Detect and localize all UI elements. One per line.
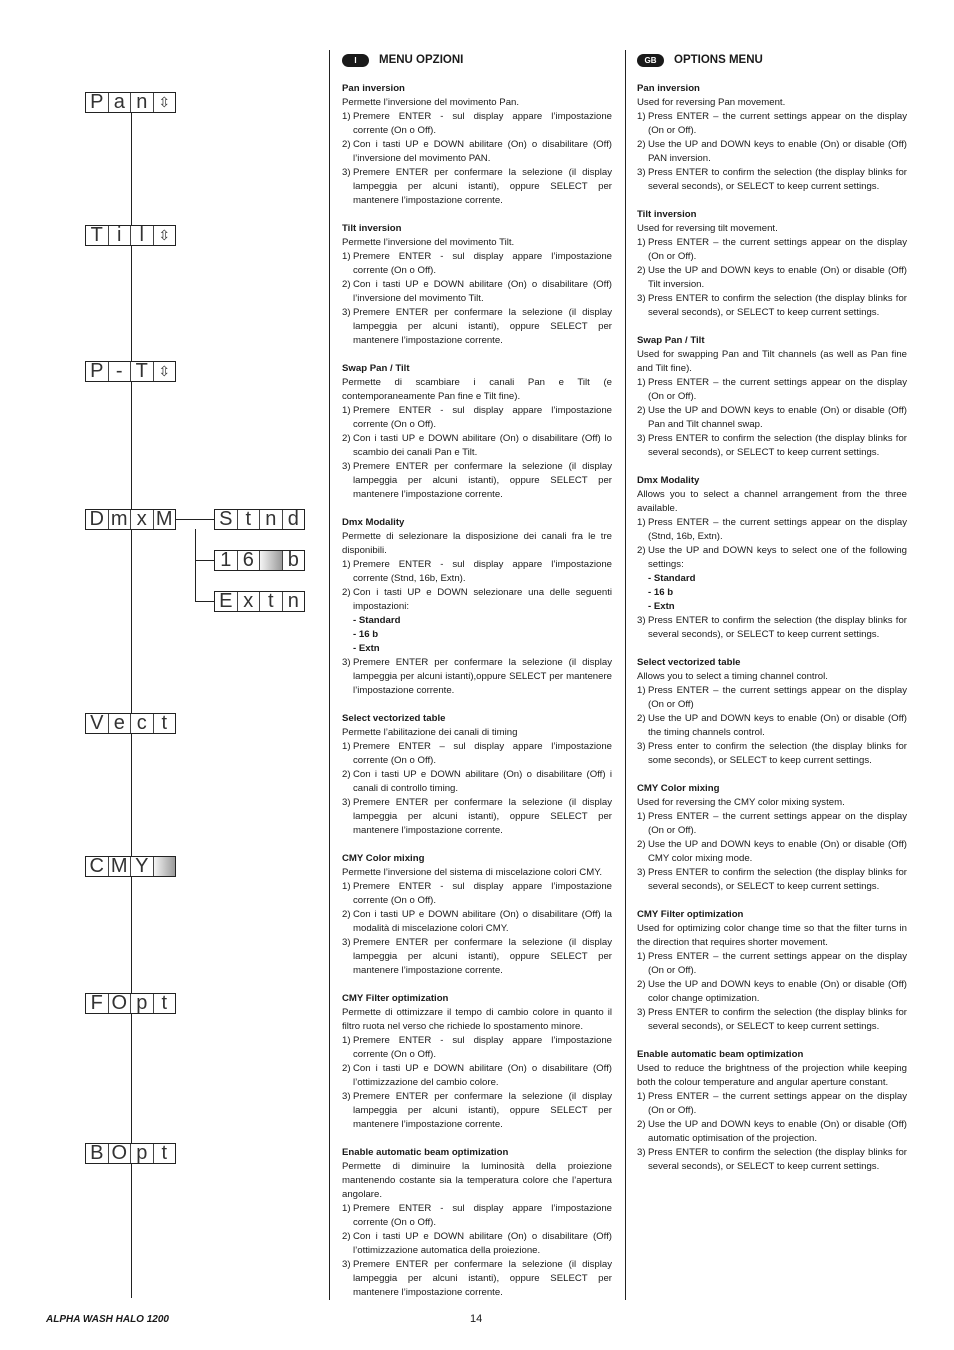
option-item: - Standard (353, 615, 401, 626)
display-char: Y (131, 857, 154, 876)
step-item (342, 1062, 612, 1090)
step-number: 1) (342, 741, 351, 752)
menu-section (637, 656, 907, 768)
step-text: Press ENTER to confirm the selection (the display blinks for several seconds), or SELECT to keep current settings. (648, 1007, 907, 1032)
step-text: Premere ENTER per confermare la selezione (il display lampeggia per alcuni istanti), oppure SELECT per mantenere l’impostazione corrente. (353, 1091, 612, 1130)
step-number: 3) (342, 461, 351, 472)
step-number: 3) (342, 937, 351, 948)
step-item (637, 138, 907, 166)
step-text: Use the UP and DOWN keys to enable (On) or disable (Off) CMY color mixing mode. (648, 839, 907, 864)
menu-section (637, 1048, 907, 1174)
step-text: Premere ENTER - sul display appare l’impostazione corrente (On o Off). (353, 1035, 612, 1060)
step-number: 3) (637, 293, 646, 304)
display-char: i (109, 226, 132, 245)
step-item (637, 236, 907, 264)
display-char: V (86, 714, 109, 733)
option-item: - 16 b (648, 587, 674, 598)
step-item (342, 278, 612, 306)
display-char: t (161, 992, 168, 1014)
step-text: Press enter to confirm the selection (the display blinks for some seconds), or SELECT to keep current settings. (648, 741, 907, 766)
dmx-connector (176, 519, 214, 520)
section-title: Select vectorized table (342, 713, 446, 724)
step-item (342, 880, 612, 908)
step-item (342, 586, 612, 614)
step-item (342, 740, 612, 768)
display-char (154, 857, 176, 876)
step-item (342, 404, 612, 432)
step-item (342, 1090, 612, 1132)
step-number: 1) (637, 111, 646, 122)
step-text: Premere ENTER per confermare la selezione (il display lampeggia per alcuni istanti), oppure SELECT per mantenere l’impostazione corrente. (353, 167, 612, 206)
display-char: c (131, 714, 154, 733)
step-number: 1) (342, 1203, 351, 1214)
step-number: 1) (637, 377, 646, 388)
step-text: Press ENTER to confirm the selection (the display blinks for several seconds), or SELECT to keep current settings. (648, 293, 907, 318)
menu-section (342, 222, 612, 348)
step-item (342, 796, 612, 838)
section-title: Swap Pan / Tilt (637, 335, 705, 346)
product-name: ALPHA WASH HALO 1200 (46, 1314, 169, 1325)
step-item (637, 110, 907, 138)
display-char (260, 551, 283, 570)
display-char: n (260, 510, 283, 529)
step-number: 1) (637, 1091, 646, 1102)
diagram-trunk-line (131, 113, 132, 1298)
english-column (637, 52, 907, 1188)
extn-connector (195, 601, 214, 602)
display-char: T (86, 226, 109, 245)
display-vect (85, 713, 176, 734)
section-title: CMY Filter optimization (637, 909, 744, 920)
section-intro: Permette l’inversione del sistema di miscelazione colori CMY. (342, 867, 603, 878)
step-text: Press ENTER – the current settings appear on the display (On or Off). (648, 377, 907, 402)
section-intro: Used for reversing the CMY color mixing system. (637, 797, 845, 808)
section-intro: Used to reduce the brightness of the projection while keeping both the colour temperature and angular aperture constant. (637, 1063, 907, 1088)
step-number: 2) (342, 1231, 351, 1242)
display-bopt (85, 1143, 176, 1164)
display-char: - (109, 362, 132, 381)
section-intro: Allows you to select a channel arrangement from the three available. (637, 489, 907, 514)
step-number: 1) (637, 951, 646, 962)
step-number: 1) (637, 811, 646, 822)
step-text: Press ENTER to confirm the selection (the display blinks for several seconds), or SELECT to keep current settings. (648, 167, 907, 192)
english-header (637, 52, 907, 68)
step-text: Premere ENTER per confermare la selezione (il display lampeggia per alcuni istanti), oppure SELECT per mantenere l’impostazione corrente. (353, 307, 612, 346)
step-text: Premere ENTER - sul display appare l’impostazione corrente (On o Off). (353, 251, 612, 276)
step-item (342, 656, 612, 698)
step-item (637, 1118, 907, 1146)
step-item (637, 810, 907, 838)
step-item (637, 684, 907, 712)
step-item (637, 292, 907, 320)
section-intro: Used for swapping Pan and Tilt channels (as well as Pan fine and Tilt fine). (637, 349, 907, 374)
step-text: Press ENTER – the current settings appear on the display (On or Off). (648, 111, 907, 136)
menu-section (637, 208, 907, 320)
step-text: Press ENTER – the current settings appear on the display (On or Off). (648, 951, 907, 976)
step-item (637, 166, 907, 194)
step-number: 3) (342, 307, 351, 318)
display-char: 1 (215, 551, 238, 570)
display-char: M (109, 857, 132, 876)
step-number: 2) (637, 545, 646, 556)
option-item: - Standard (648, 573, 696, 584)
step-text: Use the UP and DOWN keys to select one of the following settings: (648, 545, 907, 570)
menu-section (637, 474, 907, 642)
option-item: - Extn (648, 601, 675, 612)
step-text: Press ENTER to confirm the selection (the display blinks for several seconds), or SELECT to keep current settings. (648, 867, 907, 892)
display-char: M (155, 508, 173, 530)
display-pan (85, 92, 176, 113)
step-number: 3) (342, 167, 351, 178)
step-number: 2) (342, 139, 351, 150)
display-char: E (215, 592, 238, 611)
step-number: 2) (637, 265, 646, 276)
section-title: Pan inversion (637, 83, 700, 94)
display-char: D (86, 510, 109, 529)
display-char: S (215, 510, 238, 529)
step-number: 1) (342, 559, 351, 570)
display-char: O (109, 1144, 132, 1163)
16b-connector (195, 560, 214, 561)
step-number: 3) (342, 657, 351, 668)
step-number: 2) (637, 979, 646, 990)
step-number: 1) (342, 251, 351, 262)
display-char: T (131, 362, 154, 381)
section-intro: Permette l’inversione del movimento Tilt. (342, 237, 515, 248)
menu-section (342, 992, 612, 1132)
section-title: Enable automatic beam optimization (342, 1147, 509, 1158)
step-item (637, 432, 907, 460)
menu-section (342, 82, 612, 208)
display-char: 6 (238, 551, 261, 570)
step-text: Premere ENTER - sul display appare l’impostazione corrente (Stnd, 16b, Extn). (353, 559, 612, 584)
step-item (637, 950, 907, 978)
section-intro: Permette di diminuire la luminosità della proiezione mantenendo costante sia la temperatura colore che l’apertura angolare. (342, 1161, 612, 1200)
display-dmx (85, 509, 176, 530)
italian-sections (342, 82, 612, 1300)
display-pan-tilt (85, 361, 176, 382)
option-item: - 16 b (353, 629, 379, 640)
section-title: Dmx Modality (637, 475, 700, 486)
section-intro: Permette di scambiare i canali Pan e Tilt (e contemporaneamente Pan fine e Tilt fine). (342, 377, 612, 402)
step-text: Premere ENTER - sul display appare l’impostazione corrente (On o Off). (353, 405, 612, 430)
step-text: Con i tasti UP e DOWN abilitare (On) o disabilitare (Off) i canali di controllo timing. (353, 769, 612, 794)
step-item (637, 1006, 907, 1034)
display-stnd (214, 509, 305, 530)
display-char: m (109, 510, 132, 529)
step-number: 2) (637, 713, 646, 724)
step-number: 2) (342, 1063, 351, 1074)
step-number: 3) (637, 1147, 646, 1158)
step-text: Use the UP and DOWN keys to enable (On) or disable (Off) automatic optimisation of the projection. (648, 1119, 907, 1144)
step-text: Press ENTER – the current settings appear on the display (On or Off) (648, 685, 907, 710)
section-intro: Permette di selezionare la disposizione dei canali fra le tre disponibili. (342, 531, 612, 556)
step-item (637, 376, 907, 404)
step-item (342, 306, 612, 348)
display-char: x (131, 510, 154, 529)
section-title: CMY Color mixing (342, 853, 425, 864)
step-item (637, 978, 907, 1006)
step-item (342, 1202, 612, 1230)
section-intro: Permette di ottimizzare il tempo di cambio colore in quanto il filtro ruota nel verso che richiede lo spostamento minore. (342, 1007, 612, 1032)
step-text: Use the UP and DOWN keys to enable (On) or disable (Off) Tilt inversion. (648, 265, 907, 290)
step-number: 1) (342, 881, 351, 892)
section-title: Dmx Modality (342, 517, 405, 528)
section-title: Tilt inversion (637, 209, 697, 220)
step-number: 3) (342, 1091, 351, 1102)
step-text: Press ENTER to confirm the selection (the display blinks for several seconds), or SELECT to keep current settings. (648, 1147, 907, 1172)
step-item (342, 1258, 612, 1300)
english-sections (637, 82, 907, 1174)
step-text: Premere ENTER per confermare la selezione (il display lampeggia per alcuni istanti), oppure SELECT per mantenere l’impostazione corrente. (353, 937, 612, 976)
step-text: Premere ENTER per confermare la selezione (il display lampeggia per alcuni istanti),oppure SELECT per mantenere l’impostazione corrente. (353, 657, 612, 696)
step-text: Use the UP and DOWN keys to enable (On) or disable (Off) PAN inversion. (648, 139, 907, 164)
step-text: Use the UP and DOWN keys to enable (On) or disable (Off) Pan and Tilt channel swap. (648, 405, 907, 430)
display-char: t (161, 1142, 168, 1164)
step-text: Premere ENTER per confermare la selezione (il display lampeggia per alcuni istanti), oppure SELECT per mantenere l’impostazione corrente. (353, 1259, 612, 1298)
step-number: 3) (637, 741, 646, 752)
step-number: 2) (637, 1119, 646, 1130)
step-number: 1) (637, 685, 646, 696)
display-char: t (238, 510, 261, 529)
dmx-branch-line (195, 529, 196, 601)
column-divider-right (625, 50, 626, 1300)
step-text: Con i tasti UP e DOWN abilitare (On) o disabilitare (Off) l’inversione del movimento Tilt. (353, 279, 612, 304)
up-down-icon: ⇳ (158, 227, 171, 243)
section-title: CMY Filter optimization (342, 993, 449, 1004)
display-char: P (86, 362, 109, 381)
step-number: 3) (342, 797, 351, 808)
section-intro: Allows you to select a timing channel control. (637, 671, 828, 682)
step-item (637, 1090, 907, 1118)
menu-section (637, 82, 907, 194)
section-title: CMY Color mixing (637, 783, 720, 794)
step-number: 2) (342, 909, 351, 920)
italian-column (342, 52, 612, 1314)
step-number: 2) (342, 433, 351, 444)
step-item (637, 544, 907, 572)
section-heading: OPTIONS MENU (674, 54, 763, 66)
display-char: l (131, 226, 154, 245)
step-item (637, 866, 907, 894)
section-intro: Permette l’inversione del movimento Pan. (342, 97, 520, 108)
display-char: O (109, 994, 132, 1013)
step-item (637, 516, 907, 544)
step-text: Press ENTER – the current settings appear on the display (On or Off). (648, 1091, 907, 1116)
display-16b (214, 550, 305, 571)
step-item (637, 838, 907, 866)
step-item (342, 558, 612, 586)
step-item (342, 250, 612, 278)
step-item (637, 404, 907, 432)
step-text: Press ENTER to confirm the selection (the display blinks for several seconds), or SELECT to keep current settings. (648, 433, 907, 458)
step-item (342, 1034, 612, 1062)
step-text: Premere ENTER per confermare la selezione (il display lampeggia per alcuni istanti), oppure SELECT per mantenere l’impostazione corrente. (353, 461, 612, 500)
section-heading: MENU OPZIONI (379, 54, 464, 66)
display-char: p (131, 994, 154, 1013)
display-char: P (86, 93, 109, 112)
step-number: 3) (637, 867, 646, 878)
section-title: Pan inversion (342, 83, 405, 94)
display-tilt (85, 225, 176, 246)
step-item (342, 460, 612, 502)
step-text: Use the UP and DOWN keys to enable (On) or disable (Off) the timing channels control. (648, 713, 907, 738)
display-char: b (287, 549, 299, 571)
step-number: 2) (342, 769, 351, 780)
section-intro: Used for reversing tilt movement. (637, 223, 778, 234)
step-text: Con i tasti UP e DOWN abilitare (On) o disabilitare (Off) lo scambio dei canali Pan e Tilt. (353, 433, 612, 458)
step-number: 2) (637, 405, 646, 416)
step-number: 3) (342, 1259, 351, 1270)
display-char: x (238, 592, 261, 611)
step-item (637, 712, 907, 740)
display-char: e (109, 714, 132, 733)
step-number: 2) (637, 139, 646, 150)
step-number: 3) (637, 167, 646, 178)
step-text: Con i tasti UP e DOWN abilitare (On) o disabilitare (Off) l’inversione del movimento PAN. (353, 139, 612, 164)
display-fopt (85, 993, 176, 1014)
step-number: 1) (342, 405, 351, 416)
step-item (342, 908, 612, 936)
step-number: 2) (637, 839, 646, 850)
language-badge: I (342, 54, 369, 67)
display-char: t (161, 712, 168, 734)
step-text: Con i tasti UP e DOWN abilitare (On) o disabilitare (Off) l’ottimizzazione del cambio colore. (353, 1063, 612, 1088)
step-number: 2) (342, 587, 351, 598)
menu-section (342, 362, 612, 502)
step-item (637, 740, 907, 768)
display-char: C (86, 857, 109, 876)
step-number: 1) (342, 1035, 351, 1046)
step-item (342, 110, 612, 138)
step-text: Press ENTER – the current settings appear on the display (Stnd, 16b, Extn). (648, 517, 907, 542)
step-item (342, 936, 612, 978)
section-title: Select vectorized table (637, 657, 741, 668)
step-text: Premere ENTER - sul display appare l’impostazione corrente (On o Off). (353, 1203, 612, 1228)
step-number: 3) (637, 1007, 646, 1018)
step-text: Premere ENTER per confermare la selezione (il display lampeggia per alcuni istanti), oppure SELECT per mantenere l’impostazione corrente. (353, 797, 612, 836)
section-title: Enable automatic beam optimization (637, 1049, 804, 1060)
step-number: 2) (342, 279, 351, 290)
italian-header (342, 52, 612, 68)
step-text: Premere ENTER – sul display appare l’impostazione corrente (On o Off). (353, 741, 612, 766)
menu-section (637, 908, 907, 1034)
step-text: Press ENTER – the current settings appear on the display (On or Off). (648, 811, 907, 836)
column-divider-left (329, 50, 330, 1300)
display-char: t (260, 592, 283, 611)
up-down-icon: ⇳ (158, 363, 171, 379)
menu-section (342, 852, 612, 978)
menu-section (637, 334, 907, 460)
display-char: a (109, 93, 132, 112)
step-text: Press ENTER to confirm the selection (the display blinks for several seconds), or SELECT to keep current settings. (648, 615, 907, 640)
section-intro: Permette l’abilitazione dei canali di timing (342, 727, 518, 738)
step-item (342, 432, 612, 460)
step-text: Con i tasti UP e DOWN abilitare (On) o disabilitare (Off) l’ottimizzazione automatica della proiezione. (353, 1231, 612, 1256)
section-title: Swap Pan / Tilt (342, 363, 410, 374)
step-item (637, 1146, 907, 1174)
step-number: 3) (637, 433, 646, 444)
display-char: d (287, 508, 299, 530)
step-text: Con i tasti UP e DOWN abilitare (On) o disabilitare (Off) la modalità di miscelazione colori CMY. (353, 909, 612, 934)
step-text: Press ENTER – the current settings appear on the display (On or Off). (648, 237, 907, 262)
step-item (342, 166, 612, 208)
step-text: Premere ENTER - sul display appare l’impostazione corrente (On o Off). (353, 111, 612, 136)
step-item (342, 768, 612, 796)
menu-section (637, 782, 907, 894)
step-number: 1) (637, 517, 646, 528)
section-intro: Used for reversing Pan movement. (637, 97, 786, 108)
option-item: - Extn (353, 643, 380, 654)
display-char: B (86, 1144, 109, 1163)
display-char: n (131, 93, 154, 112)
step-number: 3) (637, 615, 646, 626)
display-cmy (85, 856, 176, 877)
display-extn (214, 591, 305, 612)
step-text: Premere ENTER - sul display appare l’impostazione corrente (On o Off). (353, 881, 612, 906)
step-item (637, 614, 907, 642)
step-item (342, 138, 612, 166)
display-char: n (287, 590, 299, 612)
menu-section (342, 1146, 612, 1300)
step-number: 1) (342, 111, 351, 122)
step-number: 1) (637, 237, 646, 248)
up-down-icon: ⇳ (158, 94, 171, 110)
page-number: 14 (470, 1313, 483, 1325)
step-text: Use the UP and DOWN keys to enable (On) or disable (Off) color change optimization. (648, 979, 907, 1004)
menu-section (342, 712, 612, 838)
step-item (637, 264, 907, 292)
section-title: Tilt inversion (342, 223, 402, 234)
step-text: Con i tasti UP e DOWN selezionare una delle seguenti impostazioni: (353, 587, 612, 612)
display-char: F (86, 994, 109, 1013)
language-badge: GB (637, 54, 664, 67)
menu-section (342, 516, 612, 698)
step-item (342, 1230, 612, 1258)
section-intro: Used for optimizing color change time so that the filter turns in the direction that requires shorter movement. (637, 923, 907, 948)
display-char: p (131, 1144, 154, 1163)
